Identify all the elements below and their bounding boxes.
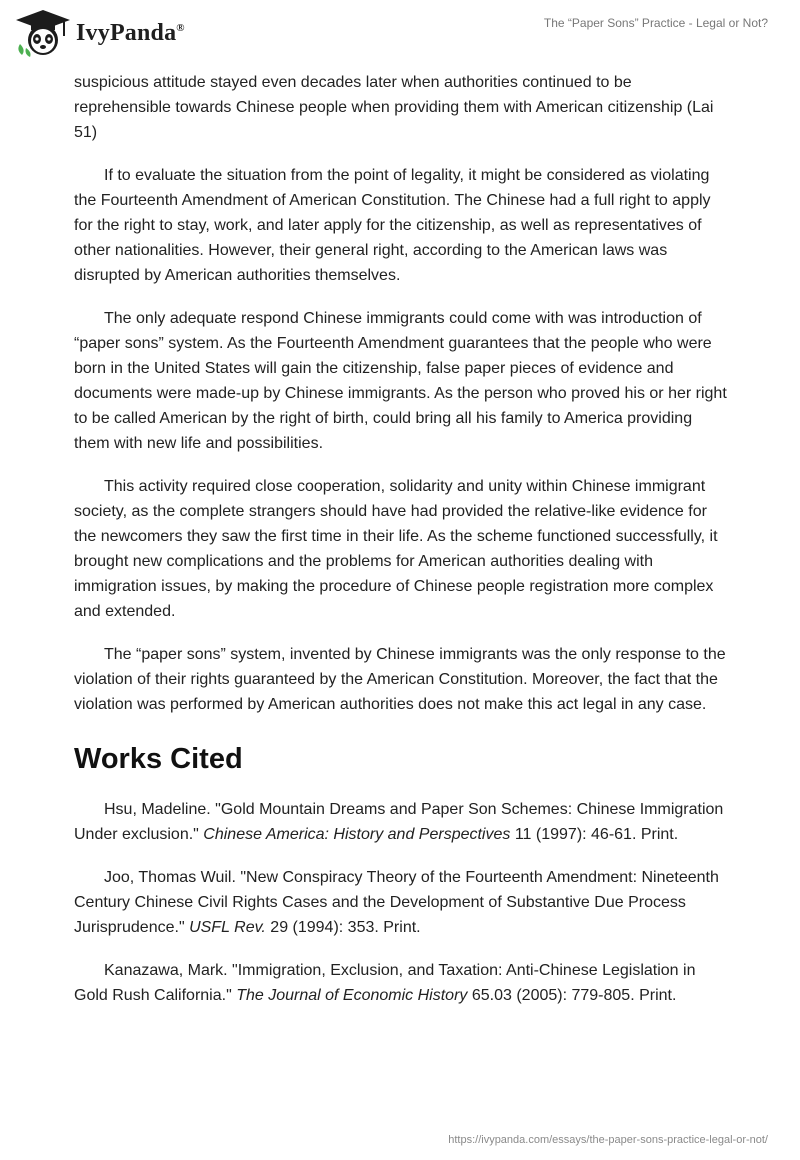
body-paragraph: This activity required close cooperation, solidarity and unity within Chinese immigrant society, as the complete strangers should have had provided the relative-like evidence for the newcomers they saw the first time in their life. As the scheme functioned successfully, it brought new complications and the problems for American authorities dealing with immigration issues, by making the procedure of Chinese people registration more complex and extended.	[74, 478, 718, 620]
body-paragraph: If to evaluate the situation from the point of legality, it might be considered as violating the Fourteenth Amendment of American Constitution. The Chinese had a full right to apply for the right to stay, work, and later apply for the citizenship, as well as representatives of other nationalities. However, their general right, according to the American laws was disrupted by American authorities themselves.	[74, 167, 711, 284]
ivypanda-logo[interactable]	[14, 8, 185, 58]
page-header	[0, 0, 800, 70]
citation-entry: Hsu, Madeline. "Gold Mountain Dreams and Paper Son Schemes: Chinese Immigration Under exclusion." Chinese America: History and Perspectives 11 (1997): 46-61. Print.	[74, 801, 724, 843]
panda-graduate-icon	[14, 8, 72, 58]
source-url-link[interactable]: https://ivypanda.com/essays/the-paper-sons-practice-legal-or-not/	[448, 1134, 768, 1146]
body-paragraph: The only adequate respond Chinese immigrants could come with was introduction of “paper sons” system. As the Fourteenth Amendment guarantees that the people who were born in the United States will gain the citizenship, false paper pieces of evidence and documents were made-up by Chinese immigrants. As the person who proved his or her right to be called American by the right of birth, could bring all his family to America providing them with new life and possibilities.	[74, 310, 727, 452]
citation-entry: Kanazawa, Mark. "Immigration, Exclusion, and Taxation: Anti-Chinese Legislation in Gold Rush California." The Journal of Economic History 65.03 (2005): 779-805. Print.	[74, 962, 696, 1004]
body-paragraph: The “paper sons” system, invented by Chinese immigrants was the only response to the violation of their rights guaranteed by the American Constitution. Moreover, the fact that the violation was performed by American authorities does not make this act legal in any case.	[74, 646, 726, 713]
works-cited-heading: Works Cited	[74, 743, 243, 775]
body-paragraph: suspicious attitude stayed even decades later when authorities continued to be reprehensible towards Chinese people when providing them with American citizenship (Lai 51)	[74, 74, 714, 141]
document-title: The “Paper Sons” Practice - Legal or Not?	[543, 16, 768, 30]
essay-content	[74, 70, 730, 1026]
logo-wordmark: IvyPanda®	[76, 19, 185, 46]
works-cited-section	[74, 741, 730, 1008]
citation-entry: Joo, Thomas Wuil. "New Conspiracy Theory of the Fourteenth Amendment: Nineteenth Century Chinese Civil Rights Cases and the Development of Substantive Due Process Jurisprudence." USFL Rev. 29 (1994): 353. Print.	[74, 869, 719, 936]
